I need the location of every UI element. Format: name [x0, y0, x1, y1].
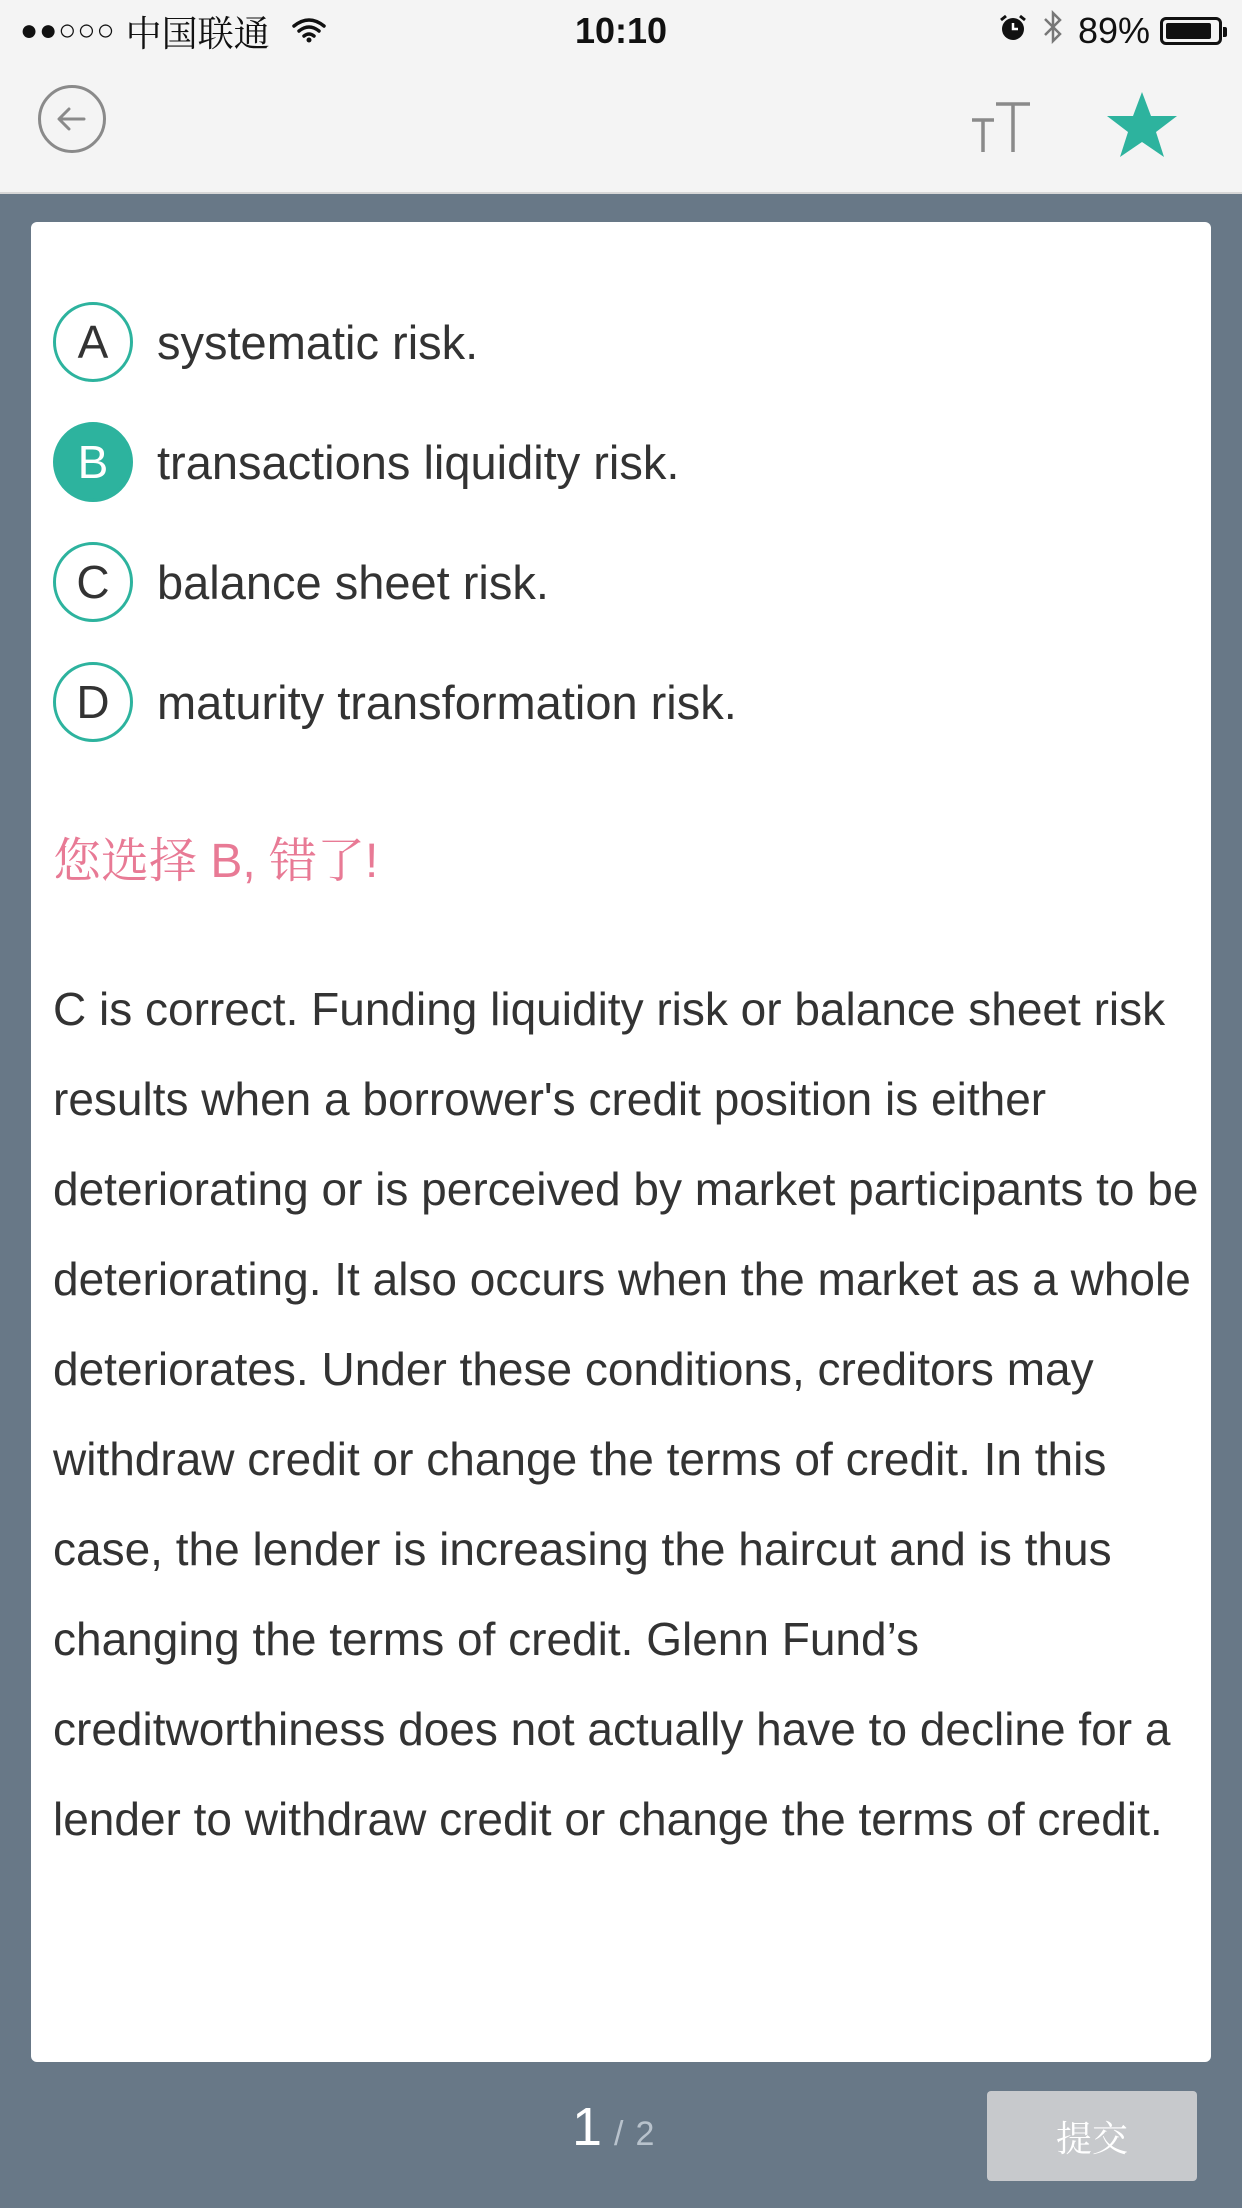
battery-icon	[1160, 17, 1222, 45]
answer-result-message: 您选择 B, 错了!	[53, 835, 379, 888]
option-letter-c: C	[53, 542, 133, 622]
star-icon	[1105, 88, 1179, 162]
answer-explanation: C is correct. Funding liquidity risk or balance sheet risk results when a borrower's credit position is either deteriorating or is perceived by market participants to be deteriorating. It also occurs when the market as a whole deteriorates. Under these conditions, creditors may withdraw credit or change the terms of credit. In this case, the lender is increasing the haircut and is thus changing the terms of credit. Glenn Fund’s creditworthiness does not actually have to decline for a lender to withdraw credit or change the terms of credit.	[53, 983, 1199, 1845]
status-time: 10:10	[574, 10, 668, 51]
status-bar	[0, 0, 1242, 62]
status-right	[998, 10, 1222, 52]
option-text-a: systematic risk.	[157, 315, 479, 369]
carrier-name: 中国联通	[125, 12, 270, 54]
total-pages: 2	[635, 2115, 655, 2153]
font-size-button[interactable]	[968, 90, 1038, 160]
page-indicator	[572, 2096, 654, 2158]
bluetooth-icon	[1042, 10, 1064, 53]
option-a[interactable]	[53, 301, 478, 383]
option-text-c: balance sheet risk.	[157, 555, 549, 609]
option-text-b: transactions liquidity risk.	[157, 435, 680, 489]
option-letter-a: A	[53, 302, 133, 382]
page-separator: /	[614, 2115, 624, 2153]
favorite-button[interactable]	[1105, 88, 1179, 162]
signal-strength-icon: ●●○○○	[20, 14, 116, 47]
option-c[interactable]	[53, 541, 549, 623]
option-letter-d: D	[53, 662, 133, 742]
option-letter-b: B	[53, 422, 133, 502]
current-page: 1	[572, 2097, 603, 2157]
question-card	[31, 222, 1211, 2062]
battery-fill	[1166, 23, 1211, 39]
alarm-icon	[998, 10, 1028, 52]
option-d[interactable]	[53, 661, 737, 743]
back-arrow-icon	[51, 98, 93, 140]
submit-button[interactable]: 提交	[987, 2091, 1197, 2181]
option-b[interactable]	[53, 421, 679, 503]
nav-bar	[0, 62, 1242, 194]
back-button[interactable]	[38, 85, 106, 153]
font-size-icon	[968, 90, 1038, 160]
option-text-d: maturity transformation risk.	[157, 675, 737, 729]
battery-percent: 89%	[1077, 10, 1150, 51]
